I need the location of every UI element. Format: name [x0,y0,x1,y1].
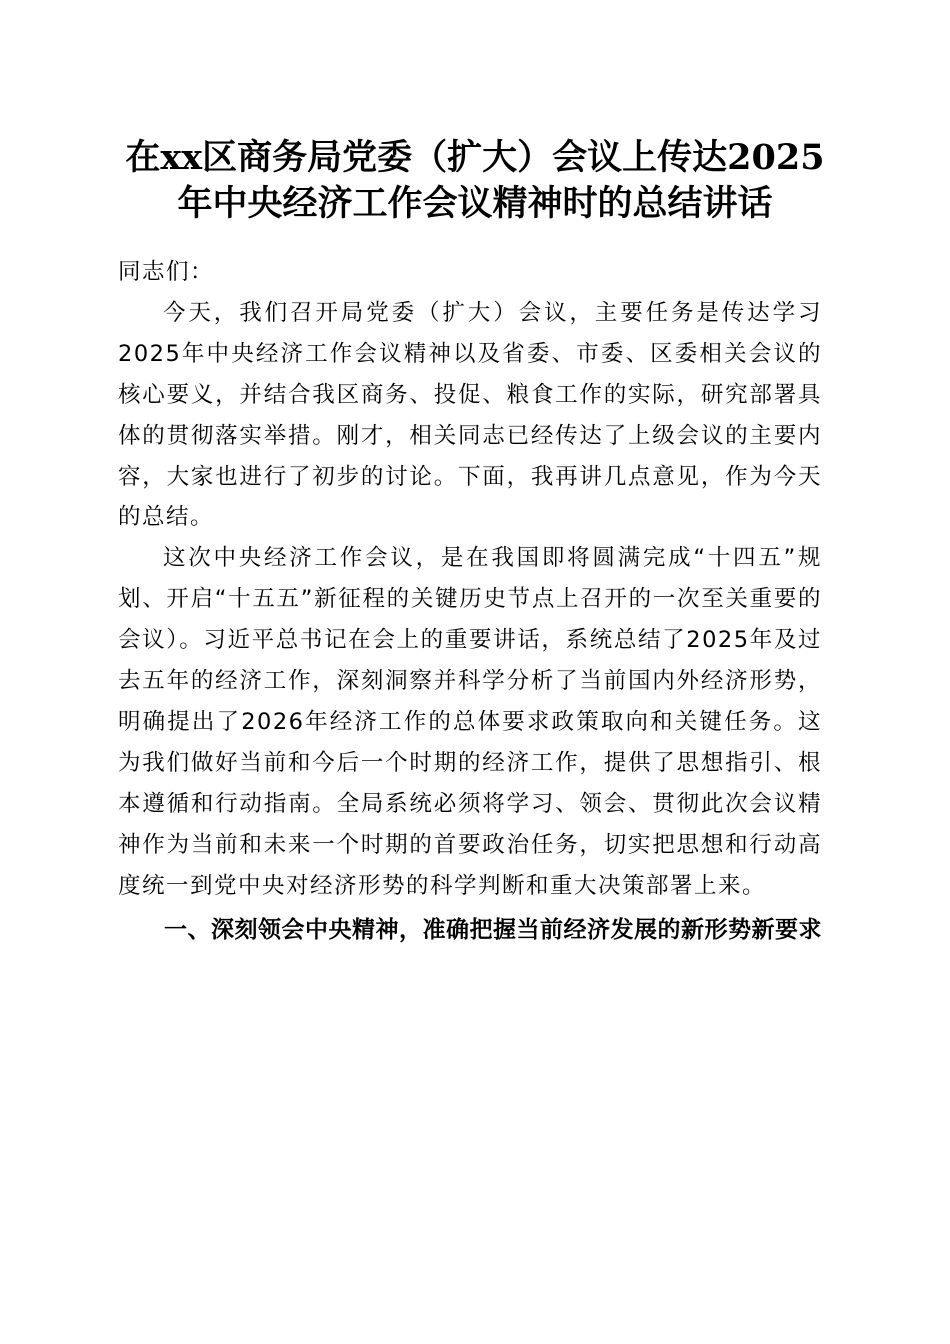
section-heading-one: 一、深刻领会中央精神，准确把握当前经济发展的新形势新要求 [164,916,822,943]
paragraph-conference-significance: 这次中央经济工作会议，是在我国即将圆满完成“十四五”规划、开启“十五五”新征程的关键历史节点上召开的一次至关重要的会议）。习近平总书记在会上的重要讲话，系统总结了2025年及过去五年的经济工作，深刻洞察并科学分析了当前国内外经济形势，明确提出了2026年经济工作的总体要求政策取向和关键任务。这为我们做好当前和今后一个时期的经济工作，提供了思想指引、根本遵循和行动指南。全局系统必须将学习、领会、贯彻此次会议精神作为当前和未来一个时期的首要政治任务，切实把思想和行动高度统一到党中央对经济形势的科学判断和重大决策部署上来。 [118,545,822,899]
document-body [118,252,822,952]
document-title: 在xx区商务局党委（扩大）会议上传达2025年中央经济工作会议精神时的总结讲话 [125,137,825,224]
salutation: 同志们： [118,259,215,285]
paragraph-opening: 今天，我们召开局党委（扩大）会议，主要任务是传达学习2025年中央经济工作会议精神以及省委、市委、区委相关会议的核心要义，并结合我区商务、投促、粮食工作的实际，研究部署具体的贯彻落实举措。刚才，相关同志已经传达了上级会议的主要内容，大家也进行了初步的讨论。下面，我再讲几点意见，作为今天的总结。 [118,299,822,531]
